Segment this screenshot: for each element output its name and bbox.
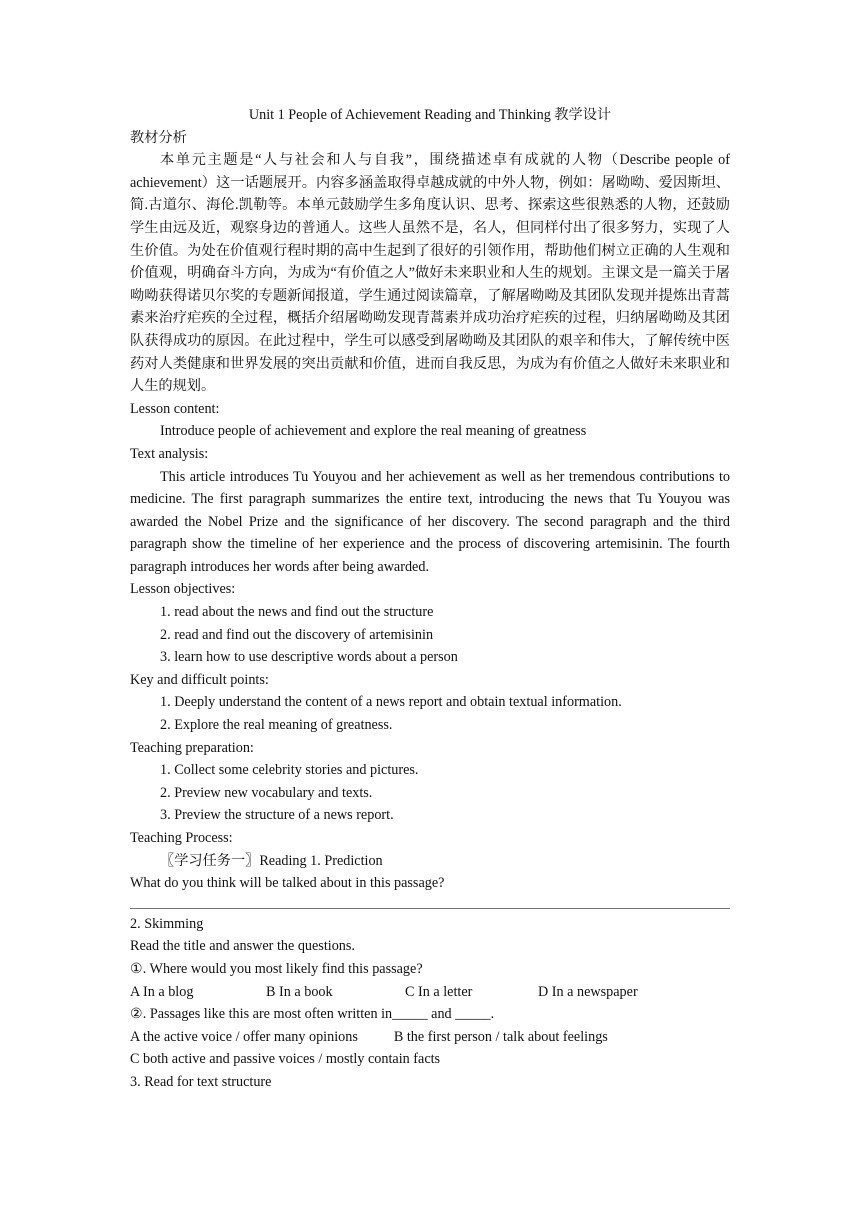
option-c: C In a letter (405, 983, 473, 1000)
skimming-heading: 2. Skimming (130, 915, 204, 932)
analysis-heading: 教材分析 (130, 129, 187, 146)
option-d: D In a newspaper (538, 983, 638, 1000)
question-two: ②. Passages like this are most often written in_____ and _____. (130, 1006, 495, 1023)
analysis-paragraph: 本单元主题是“人与社会和人与自我”，围绕描述卓有成就的人物（Describe people of achievement）这一话题展开。内容多涵盖取得卓越成就的中外人物，例如：屠呦呦、爱因斯坦、简.古道尔、海伦.凯勒等。本单元鼓励学生多角度认识、思考、探索这些很熟悉的人物，还鼓励学生由远及近，观察身边的普通人。这些人虽然不是，名人，但同样付出了很多努力，实现了人生价值。为处在价值观行程时期的高中生起到了很好的引领作用，帮助他们树立正确的人生观和价值观，明确奋斗方向，为成为“有价值之人”做好未来职业和人生的规划。主课文是一篇关于屠呦呦获得诺贝尔奖的专题新闻报道，学生通过阅读篇章，了解屠呦呦及其团队发现并提炼出青蒿素来治疗疟疾的全过程，概括介绍屠呦呦发现青蒿素并成功治疗疟疾的过程，归纳屠呦呦及其团队获得成功的原因。在此过程中，学生可以感受到屠呦呦及其团队的艰辛和伟大，了解传统中医药对人类健康和世界发展的突出贡献和价值，进而自我反思，为成为有价值之人做好未来职业和人生的规划。 (130, 152, 730, 395)
structure-heading: 3. Read for text structure (130, 1073, 272, 1090)
option-a: A the active voice / offer many opinions (130, 1028, 358, 1045)
key-point-item: 1. Deeply understand the content of a news report and obtain textual information. (160, 694, 622, 711)
text-analysis-paragraph: This article introduces Tu Youyou and her achievement as well as her tremendous contributions to medicine. The first paragraph summarizes the entire text, introducing the news that Tu Youyou was awarded the Nobel Prize and the significance of her discovery. The second paragraph and the third paragraph show the timeline of her experience and the process of discovering artemisinin. The fourth paragraph introduces her words after being awarded. (130, 468, 730, 575)
objective-item: 1. read about the news and find out the structure (160, 604, 434, 621)
preparation-heading: Teaching preparation: (130, 739, 254, 756)
document-page (130, 104, 730, 1094)
preparation-item: 3. Preview the structure of a news report. (160, 807, 394, 824)
option-b: B the first person / talk about feelings (393, 1028, 608, 1045)
objective-item: 3. learn how to use descriptive words about a person (160, 649, 458, 666)
option-c: C both active and passive voices / mostly contain facts (130, 1051, 441, 1068)
prediction-question: What do you think will be talked about in this passage? (130, 875, 445, 892)
objectives-heading: Lesson objectives: (130, 581, 236, 598)
document-title: Unit 1 People of Achievement Reading and Thinking 教学设计 (248, 107, 612, 123)
answer-line-divider (130, 908, 730, 909)
text-analysis-heading: Text analysis: (130, 445, 209, 462)
question-one: ①. Where would you most likely find this passage? (130, 960, 423, 977)
question-one-options (130, 981, 730, 1004)
skimming-instruction: Read the title and answer the questions. (130, 938, 355, 955)
lesson-content-heading: Lesson content: (130, 400, 220, 417)
key-points-heading: Key and difficult points: (130, 671, 269, 688)
option-a: A In a blog (130, 983, 194, 1000)
task-one-label: 〖学习任务一〗Reading 1. Prediction (160, 852, 383, 869)
lesson-content-text: Introduce people of achievement and explore the real meaning of greatness (160, 423, 587, 440)
option-b: B In a book (266, 983, 333, 1000)
objective-item: 2. read and find out the discovery of artemisinin (160, 626, 434, 643)
key-point-item: 2. Explore the real meaning of greatness. (160, 717, 393, 734)
preparation-item: 2. Preview new vocabulary and texts. (160, 784, 373, 801)
preparation-item: 1. Collect some celebrity stories and pictures. (160, 762, 419, 779)
question-two-options-ab (130, 1026, 730, 1049)
process-heading: Teaching Process: (130, 830, 233, 846)
